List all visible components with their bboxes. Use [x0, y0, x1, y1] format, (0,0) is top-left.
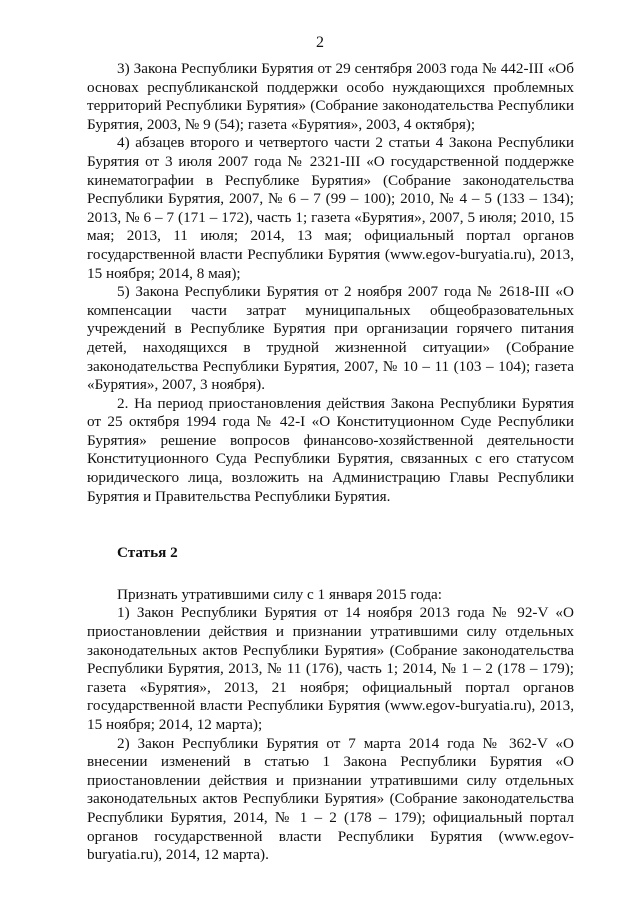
page-number: 2: [316, 34, 324, 51]
article-heading: Статья 2: [117, 544, 178, 562]
paragraph-repeal-2: 2) Закон Республики Бурятия от 7 марта 2014 года № 362-V «О внесении изменений в статью 1 Закона Республики Бурятия «О приостановлении действия и признании утратившими силу отдельных законодательных актов Республики Бурятия» (Собрание законодательства Республики Бурятия, 2014, № 1 – 2 (178 – 179); официальный портал органов государственной власти Республики Бурятия (www.egov-buryatia.ru), 2014, 12 марта).: [87, 734, 574, 864]
paragraph-clause-2: 2. На период приостановления действия Закона Республики Бурятия от 25 октября 1994 года № 42-I «О Конституционном Суде Республики Бурятия» решение вопросов финансово-хозяйственной деятельности Конституционного Суда Республики Бурятия, связанных с его статусом юридического лица, возложить на Администрацию Главы Республики Бурятия и Правительства Республики Бурятия.: [87, 394, 574, 505]
paragraph-repeal-intro: Признать утратившими силу с 1 января 2015 года:: [117, 585, 443, 603]
paragraph-item-5: 5) Закона Республики Бурятия от 2 ноября 2007 года № 2618-III «О компенсации части затрат муниципальных общеобразовательных учреждений в Республике Бурятия при организации горячего питания детей, находящихся в трудной жизненной ситуации» (Собрание законодательства Республики Бурятия, 2007, № 10 – 11 (103 – 104); газета «Бурятия», 2007, 3 ноября).: [87, 283, 574, 394]
paragraph-repeal-1: 1) Закон Республики Бурятия от 14 ноября 2013 года № 92-V «О приостановлении действия и признании утратившими силу отдельных законодательных актов Республики Бурятия» (Собрание законодательства Республики Бурятия, 2013, № 11 (176), часть 1; 2014, № 1 – 2 (178 – 179); газета «Бурятия», 2013, 21 ноября; официальный портал органов государственной власти Республики Бурятия (www.egov-buryatia.ru), 2013, 15 ноября; 2014, 12 марта);: [87, 604, 574, 733]
paragraph-item-4: 4) абзацев второго и четвертого части 2 статьи 4 Закона Республики Бурятия от 3 июля 2007 года № 2321-III «О государственной поддержке кинематографии в Республике Бурятия» (Собрание законодательства Республики Бурятия, 2007, № 6 – 7 (99 – 100); 2010, № 4 – 5 (133 – 134); 2013, № 6 – 7 (171 – 172), часть 1; газета «Бурятия», 2007, 5 июля; 2010, 15 мая; 2013, 11 июля; 2014, 13 мая; официальный портал органов государственной власти Республики Бурятия (www.egov-buryatia.ru), 2013, 15 ноября; 2014, 8 мая);: [87, 134, 574, 282]
document-body: [87, 60, 574, 865]
paragraph-item-3: 3) Закона Республики Бурятия от 29 сентября 2003 года № 442-III «Об основах республиканской поддержки особо нуждающихся проблемных территорий Республики Бурятия» (Собрание законодательства Республики Бурятия, 2003, № 9 (54); газета «Бурятия», 2003, 4 октября);: [87, 60, 574, 133]
